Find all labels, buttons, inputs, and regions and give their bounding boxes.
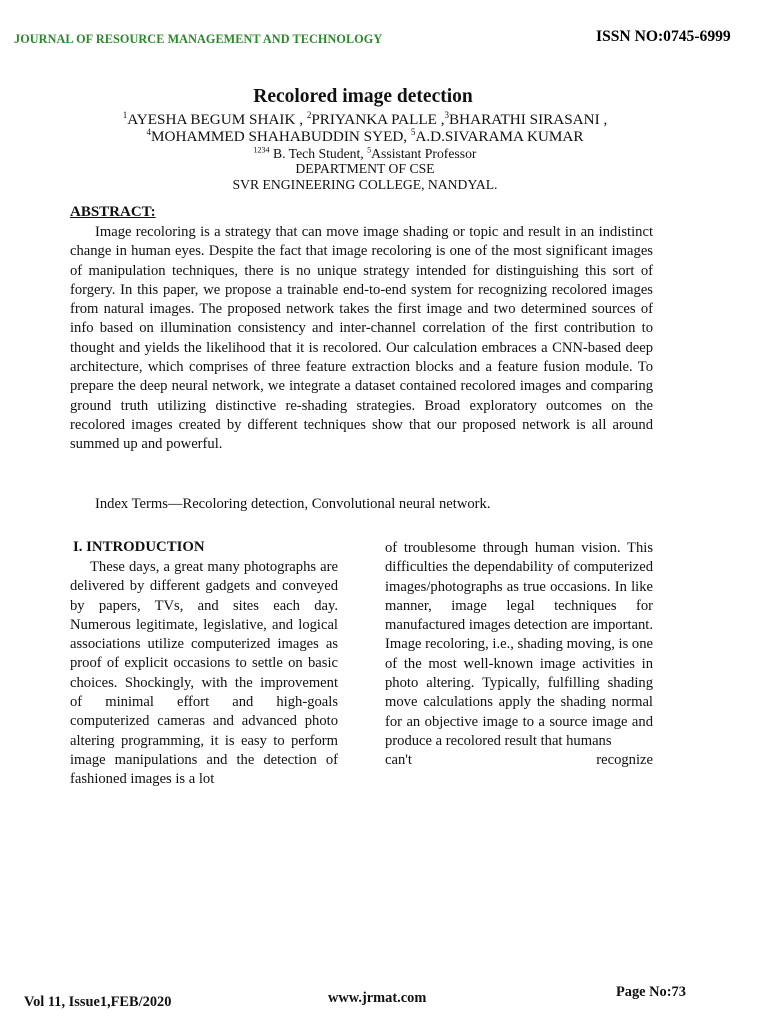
authors-line-1: [0, 111, 730, 129]
abstract-heading: ABSTRACT:: [70, 204, 156, 220]
author-name: BHARATHI SIRASANI ,: [449, 111, 608, 128]
role-superscript: 1234: [253, 145, 270, 155]
authors-line-2: [0, 128, 730, 146]
intro-right-column: [385, 539, 653, 771]
department: DEPARTMENT OF CSE: [295, 161, 435, 176]
author-roles: [0, 146, 730, 162]
section-heading-introduction: I. INTRODUCTION: [73, 539, 205, 555]
abstract-text: Image recoloring is a strategy that can move image shading or topic and result in an indistinct change in human eyes. Despite the fact that image recoloring is one of the most significant images of manipulation techniques, there is no unique strategy intended for distinguishing this sort of forgery. In this paper, we propose a trainable end-to-end system for recognizing recolored images from natural images. The proposed network takes the first image and two determined sources of info based on illumination consistency and inter-channel correlation of the first contribution to thought and yields the likelihood that it is recolored. Our calculation embraces a CNN-based deep architecture, which comprises of three feature extraction blocks and a feature fusion module. To prepare the deep neural network, we integrate a dataset contained recolored images and comparing ground truth utilizing distinctive re-shading strategies. Broad exploratory outcomes on the recolored images created by different techniques show that our proposed network is all around summed up and powerful.: [70, 224, 653, 453]
author-name: A.D.SIVARAMA KUMAR: [415, 128, 584, 145]
role-assistant: Assistant Professor: [371, 146, 477, 161]
author-superscript: 5: [410, 126, 416, 137]
author-superscript: 4: [146, 126, 152, 137]
intro-left-column: These days, a great many photographs are delivered by different gadgets and conveyed by papers, TVs, and sites each day. Numerous legitimate, legislative, and logical associations utilize computerized images as proof of explicit occasions to settle on basic choices. Shockingly, with the improvement of minimal effort and high-goals computerized cameras and advanced photo altering programming, it is easy to perform image manipulations and the detection of fashioned images is a lot: [70, 559, 338, 788]
footer-page-number: Page No:73: [616, 984, 686, 1000]
intro-right-last-line: can't recognize: [385, 752, 653, 769]
paper-title: Recolored image detection: [253, 86, 473, 107]
author-name: AYESHA BEGUM SHAIK ,: [127, 111, 307, 128]
author-superscript: 2: [306, 109, 312, 120]
issn-number: ISSN NO:0745-6999: [596, 28, 731, 45]
role-student: B. Tech Student,: [269, 146, 368, 161]
footer-website: www.jrmat.com: [328, 990, 427, 1006]
journal-name: JOURNAL OF RESOURCE MANAGEMENT AND TECHNOLOGY: [14, 32, 383, 46]
role-superscript: 5: [367, 145, 372, 155]
author-superscript: 1: [122, 109, 128, 120]
author-name: PRIYANKA PALLE ,: [311, 111, 445, 128]
intro-right-text: of troublesome through human vision. This difficulties the dependability of computerized images/photographs as true occasions. In like manner, image legal techniques for manufactured images detection are important. Image recoloring, i.e., shading moving, is one of the most well-known image activities in photo altering. Typically, fulfilling shading move calculations apply the shading normal for an objective image to a source image and produce a recolored result that humans: [385, 540, 653, 749]
index-terms: Index Terms—Recoloring detection, Convolutional neural network.: [95, 496, 491, 512]
footer-volume: Vol 11, Issue1,FEB/2020: [24, 994, 172, 1010]
author-superscript: 3: [444, 109, 450, 120]
author-name: MOHAMMED SHAHABUDDIN SYED,: [151, 128, 411, 145]
college: SVR ENGINEERING COLLEGE, NANDYAL.: [232, 177, 498, 192]
